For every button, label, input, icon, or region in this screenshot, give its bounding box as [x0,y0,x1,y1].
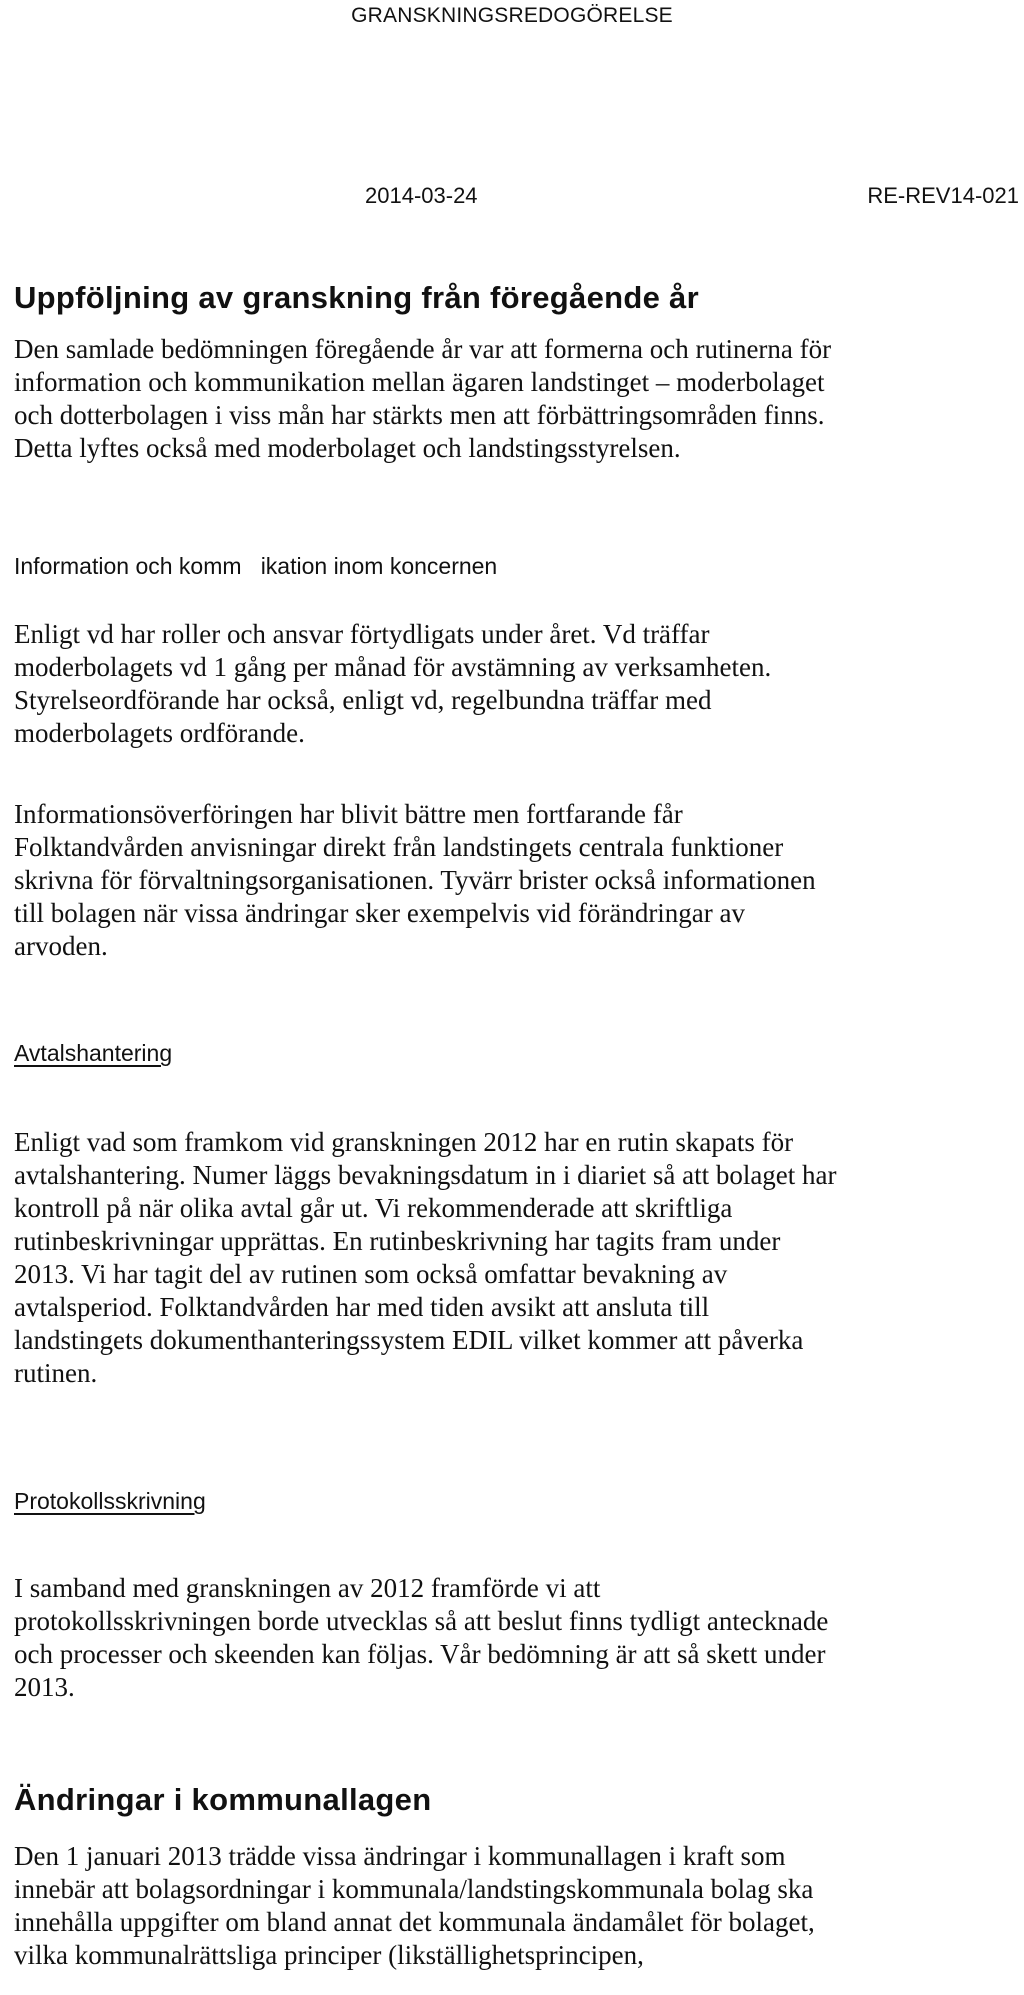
text-line: Den samlade bedömningen föregående år var att formerna och rutinerna för [14,334,832,364]
heading-municipal-law: Ändringar i kommunallagen [14,1782,432,1817]
text-line: vilka kommunalrättsliga principer (likställighetsprincipen, [14,1940,644,1970]
text-line: Folktandvården anvisningar direkt från landstingets centrala funktioner [14,832,784,862]
text-line: 2013. Vi har tagit del av rutinen som också omfattar bevakning av [14,1259,728,1289]
text-line: Styrelseordförande har också, enligt vd, regelbundna träffar med [14,685,712,715]
text-line: moderbolagets vd 1 gång per månad för avstämning av verksamheten. [14,652,772,682]
paragraph-minutes [14,1572,828,1704]
heading-follow-up: Uppföljning av granskning från föregående år [14,280,699,315]
text-line: Informationsöverföringen har blivit bättre men fortfarande får [14,799,683,829]
text-line: protokollsskrivningen borde utvecklas så att beslut finns tydligt antecknade [14,1606,829,1636]
text-line: landstingets dokumenthanteringssystem EDIL vilket kommer att påverka [14,1325,804,1355]
text-line: rutinbeskrivningar upprättas. En rutinbeskrivning har tagits fram under [14,1226,781,1256]
text-line: rutinen. [14,1358,98,1388]
text-line: skrivna för förvaltningsorganisationen. Tyvärr brister också informationen [14,865,816,895]
text-line: I samband med granskningen av 2012 framförde vi att [14,1573,601,1603]
text-line: 2013. [14,1672,75,1702]
text-line: Detta lyftes också med moderbolaget och landstingsstyrelsen. [14,433,681,463]
paragraph-follow-up [14,333,831,465]
text-line: avtalsperiod. Folktandvården har med tiden avsikt att ansluta till [14,1292,710,1322]
heading-information: Information och komm ikation inom koncernen [14,553,498,579]
document-reference: RE-REV14-021 [867,183,1019,208]
text-line: Enligt vad som framkom vid granskningen 2012 har en rutin skapats för [14,1127,794,1157]
document-date: 2014-03-24 [365,183,478,208]
text-line: kontroll på när olika avtal går ut. Vi rekommenderade att skriftliga [14,1193,733,1223]
heading-minutes: Protokollsskrivning [14,1488,206,1514]
text-line: moderbolagets ordförande. [14,718,305,748]
text-line: avtalshantering. Numer läggs bevakningsdatum in i diariet så att bolaget har [14,1160,837,1190]
paragraph-information-2 [14,798,816,963]
text-line: och processer och skeenden kan följas. Vår bedömning är att så skett under [14,1639,826,1669]
heading-contracts: Avtalshantering [14,1040,173,1066]
paragraph-contracts [14,1126,837,1390]
text-line: innehålla uppgifter om bland annat det kommunala ändamålet för bolaget, [14,1907,815,1937]
text-line: och dotterbolagen i viss mån har stärkts men att förbättringsområden finns. [14,400,825,430]
text-line: arvoden. [14,931,108,961]
paragraph-information-1 [14,618,771,750]
text-line: till bolagen när vissa ändringar sker exempelvis vid förändringar av [14,898,746,928]
text-line: Enligt vd har roller och ansvar förtydligats under året. Vd träffar [14,619,710,649]
text-line: innebär att bolagsordningar i kommunala/landstingskommunala bolag ska [14,1874,814,1904]
paragraph-municipal-law [14,1840,815,1972]
text-line: Den 1 januari 2013 trädde vissa ändringar i kommunallagen i kraft som [14,1841,786,1871]
document-type-header: GRANSKNINGSREDOGÖRELSE [351,4,673,27]
text-line: information och kommunikation mellan ägaren landstinget – moderbolaget [14,367,825,397]
